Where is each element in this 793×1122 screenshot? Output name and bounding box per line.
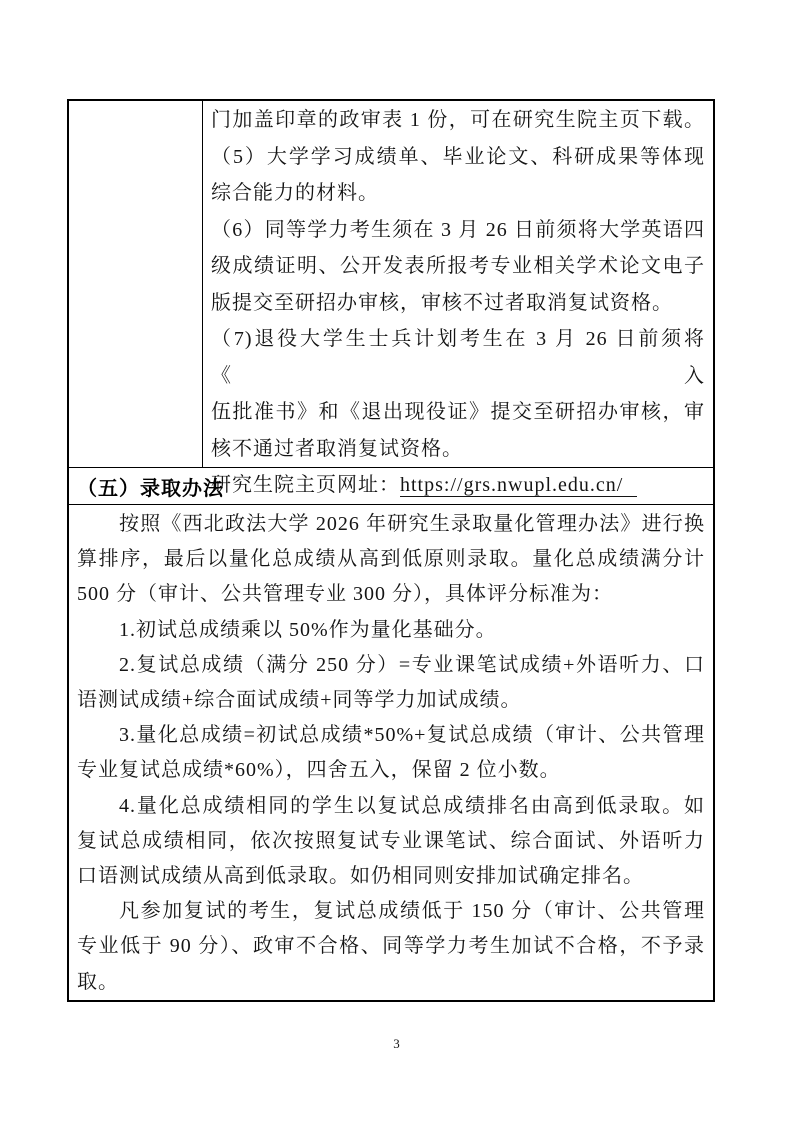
paragraph-line: 4.量化总成绩相同的学生以复试总成绩排名由高到低录取。如 [119,794,705,817]
paragraph-line: 专业复试总成绩*60%），四舍五入，保留 2 位小数。 [77,759,561,782]
paragraph-line: 口语测试成绩从高到低录取。如仍相同则安排加试确定排名。 [77,865,644,888]
paragraph-line: 复试总成绩相同，依次按照复试专业课笔试、综合面试、外语听力 [77,829,705,852]
section-heading: （五）录取办法 [77,477,224,500]
text-line: 版提交至研招办审核，审核不过者取消复试资格。 [211,291,673,314]
text-line: （7)退役大学生士兵计划考生在 3 月 26 日前须将《入 [211,328,705,387]
empty-header-cell [69,101,203,467]
paragraph-line: 3.量化总成绩=初试总成绩*50%+复试总成绩（审计、公共管理 [119,724,705,747]
text-line: 伍批准书》和《退出现役证》提交至研招办审核，审 [211,401,705,423]
admission-rules-cell [69,505,713,1000]
homepage-url-label: 研究生院主页网址： [211,474,400,496]
requirements-text-cell [203,101,713,496]
paragraph-line: 取。 [77,970,119,993]
paragraph-line: 凡参加复试的考生，复试总成绩低于 150 分（审计、公共管理 [119,900,705,923]
text-line: （5）大学学习成绩单、毕业论文、科研成果等体现 [211,145,705,168]
text-line: 综合能力的材料。 [211,182,379,204]
paragraph-line: 专业低于 90 分）、政审不合格、同等学力考生加试不合格，不予录 [77,935,705,958]
text-line: 核不通过者取消复试资格。 [211,437,463,460]
text-line: 门加盖印章的政审表 1 份，可在研究生院主页下载。 [211,109,705,131]
page-number: 3 [393,1036,400,1051]
text-line: 级成绩证明、公开发表所报考专业相关学术论文电子 [211,255,705,277]
paragraph-line: 算排序，最后以量化总成绩从高到低原则录取。量化总成绩满分计 [77,548,705,571]
paragraph-line: 1.初试总成绩乘以 50%作为量化基础分。 [119,618,497,641]
document-table [67,99,715,1002]
paragraph-line: 语测试成绩+综合面试成绩+同等学力加试成绩。 [77,689,522,712]
paragraph-line: 500 分（审计、公共管理专业 300 分），具体评分标准为： [77,583,613,606]
paragraph-line: 按照《西北政法大学 2026 年研究生录取量化管理办法》进行换 [119,513,705,535]
homepage-link[interactable]: https://grs.nwupl.edu.cn/ [400,474,637,497]
text-line: （6）同等学力考生须在 3 月 26 日前须将大学英语四 [211,218,705,241]
section-heading-row [69,468,713,505]
paragraph-line: 2.复试总成绩（满分 250 分）=专业课笔试成绩+外语听力、口 [119,653,705,676]
